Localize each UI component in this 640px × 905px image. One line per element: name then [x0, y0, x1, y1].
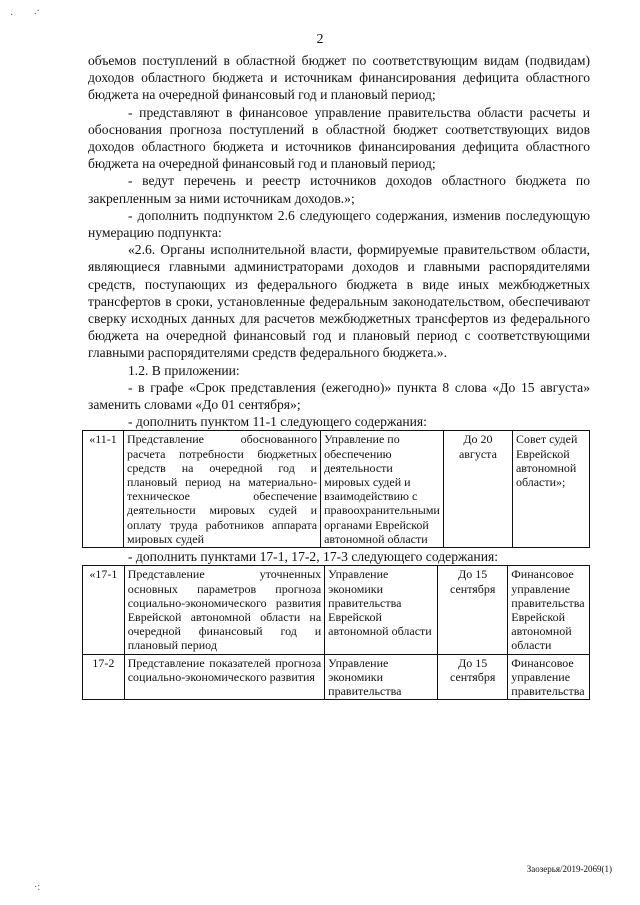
table-cell: До 15 сентября [438, 566, 508, 654]
paragraph: - в графе «Срок представления (ежегодно)» пункта 8 слова «До 15 августа» заменить словами «До 01 сентября»; [88, 379, 590, 413]
table-cell: Представление показателей прогноза социально-экономического развития [124, 654, 324, 700]
table-cell: Финансовое управление правительства Еврейской автономной области [508, 566, 590, 654]
table-cell: Представление уточненных основных параметров прогноза социально-экономического развития Еврейской автономной области на очередной финансовый год и плановый период [124, 566, 324, 654]
table-cell: До 20 августа [443, 431, 512, 548]
paragraph: - дополнить подпунктом 2.6 следующего содержания, изменив последующую нумерацию подпункта: [88, 207, 590, 241]
paragraph: - представляют в финансовое управление правительства области расчеты и обоснования прогноза поступлений в областной бюджет соответствующих видов доходов областного бюджета и источников финансирования дефицита областного бюджета на очередной финансовый год и плановый период; [88, 104, 590, 172]
paragraph: «2.6. Органы исполнительной власти, формируемые правительством области, являющиеся главными администраторами доходов и главными распорядителями средств, поступающих из федерального бюджета в виде иных межбюджетных трансфертов в сроки, установленные федеральным законодательством, обеспечивают сверку исходных данных для расчетов межбюджетных трансфертов из федерального бюджета на очередной финансовый год и плановый период с соответствующими главными распорядителями средств федерального бюджета.». [88, 242, 590, 361]
table-row [83, 566, 590, 654]
table-cell: Финансовое управление правительства [508, 654, 590, 700]
paragraph: объемов поступлений в областной бюджет по соответствующим видам (подвидам) доходов областного бюджета и источникам финансирования дефицита областного бюджета на очередной финансовый год и плановый период; [88, 53, 590, 103]
amendment-table-2 [82, 565, 590, 700]
table-row [83, 431, 590, 548]
table-cell: Представление обоснованного расчета потребности бюджетных средств на очередной год и плановый период на материально-техническое обеспечение деятельности мировых судей и оплату труда работников аппарата мировых судей [124, 431, 321, 548]
table-row [83, 654, 590, 700]
table-cell: Управление экономики правительства Еврейской автономной области [325, 566, 438, 654]
table-cell: Совет судей Еврейской автономной области»; [512, 431, 589, 548]
page-number: 2 [316, 32, 324, 47]
paragraph: - дополнить пунктом 11-1 следующего содержания: [128, 414, 427, 430]
table-cell: «11-1 [83, 431, 124, 548]
paragraph: - ведут перечень и реестр источников доходов областного бюджета по закрепленным за ними источникам доходов.»; [88, 173, 590, 206]
scan-mark: .· [34, 6, 40, 17]
table-cell: 17-2 [83, 654, 125, 700]
scan-mark: ·: [34, 882, 41, 893]
table-cell: «17-1 [83, 566, 125, 654]
paragraph: - дополнить пунктами 17-1, 17-2, 17-3 следующего содержания: [128, 549, 498, 565]
scan-mark: · [10, 10, 14, 21]
document-code: Заозерья/2019-2069(1) [526, 864, 612, 874]
document-body [88, 52, 590, 700]
table-cell: Управление по обеспечению деятельности мировых судей и взаимодействию с правоохранительными органами Еврейской автономной области [321, 431, 444, 548]
amendment-table-1 [82, 430, 590, 548]
table-cell: Управление экономики правительства [325, 654, 438, 700]
table-cell: До 15 сентября [438, 654, 508, 700]
paragraph: 1.2. В приложении: [128, 362, 240, 378]
